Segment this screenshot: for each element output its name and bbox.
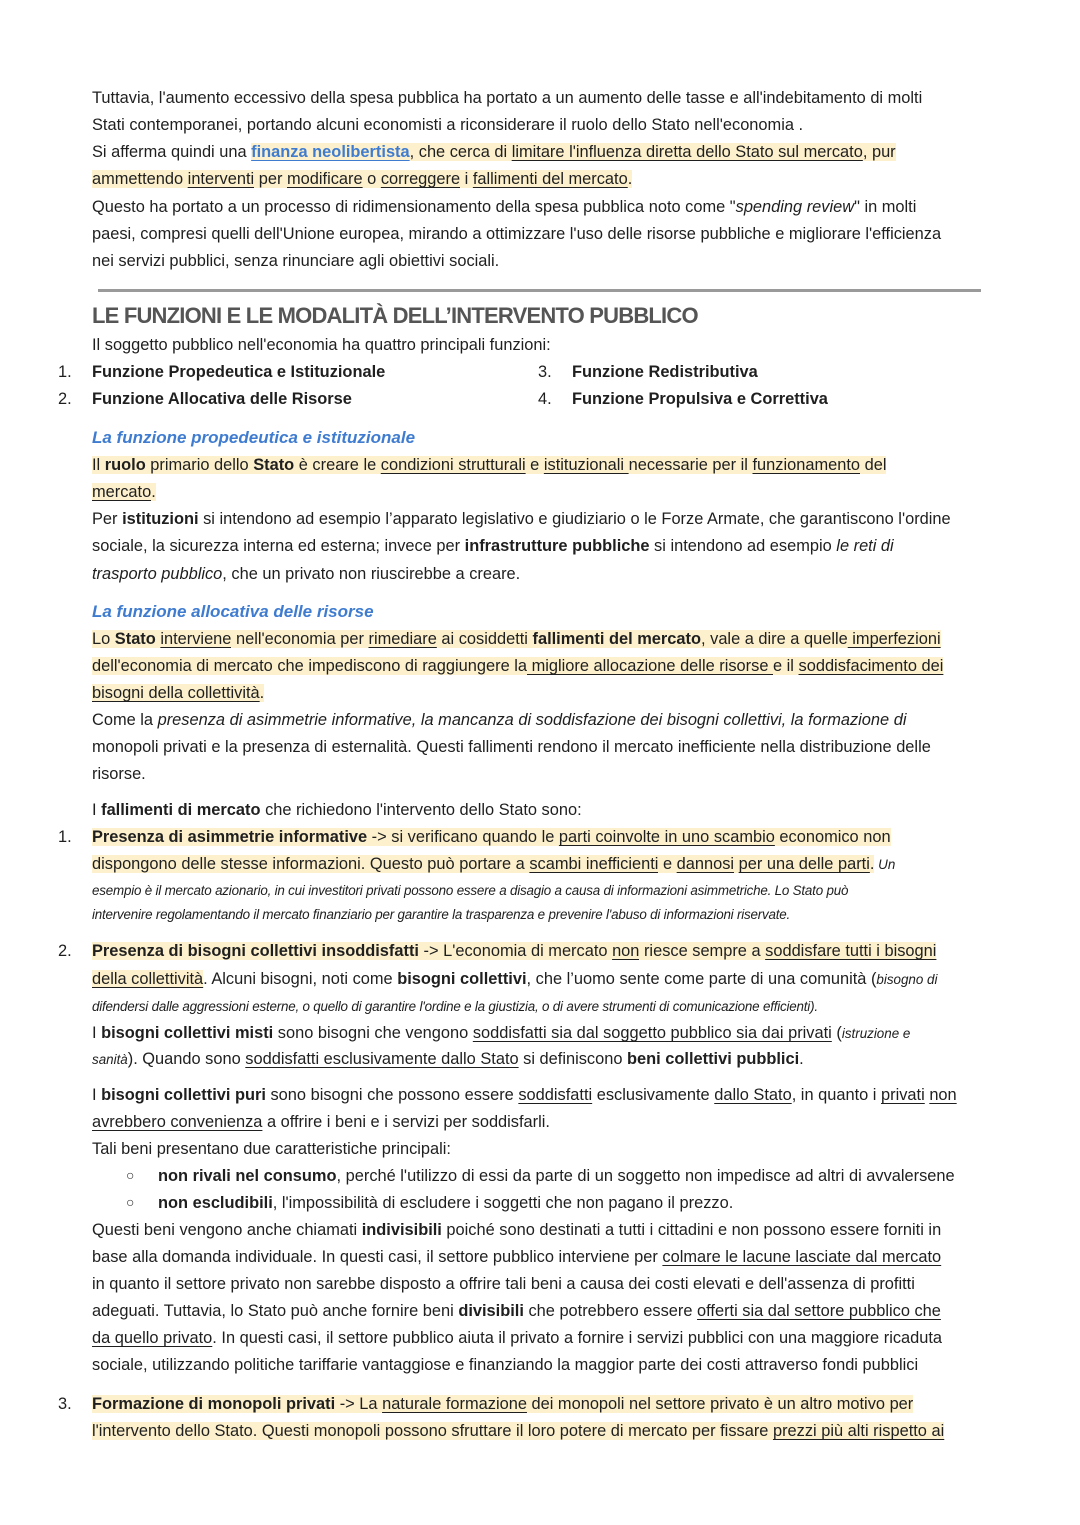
text-segment: non [612, 942, 640, 960]
text-line [92, 762, 146, 786]
text-segment: modificare [287, 170, 363, 188]
text-segment: non [929, 1086, 957, 1104]
text-segment: Per [92, 510, 123, 528]
text-segment: Si afferma quindi una [92, 143, 252, 161]
text-segment: nell'economia per [231, 630, 369, 648]
text-segment: Formazione di monopoli privati [92, 1395, 336, 1413]
text-segment: l'intervento dello Stato. Questi monopoli possono sfruttare il loro potere di mercato per fissare [92, 1422, 773, 1440]
text-line [92, 507, 951, 531]
text-line [572, 360, 758, 384]
text-segment: privati [881, 1086, 925, 1104]
text-segment: e il [773, 657, 799, 675]
text-segment: naturale formazione [382, 1395, 527, 1413]
text-segment: " in molti [854, 198, 917, 216]
text-segment: adeguati. Tuttavia, lo Stato può anche fornire beni [92, 1302, 459, 1320]
text-segment: Stati contemporanei, portando alcuni economisti a riconsiderare il ruolo dello Stato nell'economia . [92, 116, 804, 134]
text-line [92, 1299, 941, 1323]
text-segment [734, 855, 739, 873]
text-line [92, 1047, 804, 1072]
text-segment: , pur [862, 143, 896, 161]
text-segment: I [92, 801, 102, 819]
text-line [92, 453, 886, 477]
text-segment: Un [874, 857, 896, 872]
text-segment: , vale a dire a quelle [701, 630, 848, 648]
text-segment: parti coinvolte in uno scambio [558, 828, 775, 846]
text-segment: avrebbero convenienza [92, 1113, 263, 1131]
text-line [92, 222, 941, 246]
text-line [92, 387, 352, 411]
text-segment: limitare l'influenza diretta dello Stato sul mercato [511, 143, 863, 161]
list-number: 3. [58, 1395, 72, 1413]
text-segment: ( [831, 1024, 842, 1042]
text-segment: ai cosiddetti [436, 630, 533, 648]
text-segment: . [151, 483, 156, 501]
text-segment: dell'economia di mercato che impediscono di raggiungere la [92, 657, 528, 675]
text-segment: . [869, 855, 875, 873]
list-number: 1. [58, 828, 72, 846]
text-line [92, 1419, 944, 1443]
text-segment: interventi [187, 170, 255, 188]
text-line [158, 1164, 955, 1188]
text-segment: per [254, 170, 287, 188]
text-line [92, 939, 936, 963]
text-line [92, 86, 922, 110]
text-segment: Tali beni presentano due caratteristiche principali: [92, 1140, 451, 1158]
subheading-allocativa: La funzione allocativa delle risorse [92, 602, 374, 621]
text-line [92, 903, 790, 927]
text-line [92, 627, 941, 651]
text-segment: nei servizi pubblici, senza rinunciare agli obiettivi sociali. [92, 252, 500, 270]
text-line [92, 534, 894, 558]
text-segment: risorse. [92, 765, 146, 783]
text-segment: per una delle parti [738, 855, 870, 873]
text-line [92, 1083, 957, 1107]
text-segment: Questi beni vengono anche chiamati [92, 1221, 362, 1239]
text-segment: Come la [92, 711, 158, 729]
text-segment: soddisfatti [518, 1086, 593, 1104]
text-line [92, 1392, 913, 1416]
text-line [92, 681, 264, 705]
text-segment: dannosi [676, 855, 735, 873]
text-segment: Il soggetto pubblico nell'economia ha quattro principali funzioni: [92, 336, 551, 354]
text-segment: esclusivamente [592, 1086, 715, 1104]
text-segment: dallo Stato [714, 1086, 792, 1104]
text-segment: paesi, compresi quelli dell'Unione europea, mirando a ottimizzare l'uso delle risorse pubbliche e migliorare l'efficienza [92, 225, 942, 243]
subheading-propedeutica: La funzione propedeutica e istituzionale [92, 428, 416, 447]
text-line [92, 1137, 451, 1161]
text-line [92, 333, 551, 357]
text-segment: poiché sono destinati a tutti i cittadini e non possono essere forniti in [441, 1221, 942, 1239]
text-segment: bisogni della collettività [92, 684, 260, 702]
text-line [92, 249, 499, 273]
text-segment: dei monopoli nel settore privato è un altro motivo per [526, 1395, 914, 1413]
text-segment: rimediare [368, 630, 437, 648]
text-segment: prezzi più alti rispetto ai [772, 1422, 945, 1440]
text-segment: sociale, la sicurezza interna ed esterna; invece per [92, 537, 465, 555]
text-line [92, 995, 818, 1019]
text-segment: , perché l'utilizzo di essi da parte di un soggetto non impedisce ad altri di avvalersene [336, 1167, 955, 1185]
text-segment: non rivali nel consumo [158, 1167, 337, 1185]
bullet-icon: ○ [126, 1194, 135, 1210]
text-line [92, 654, 943, 678]
text-segment: Il [92, 456, 105, 474]
text-segment: offerti sia dal settore pubblico che [697, 1302, 941, 1320]
bullet-icon: ○ [126, 1167, 135, 1183]
text-segment: . Alcuni bisogni, noti come [203, 970, 398, 988]
text-line [92, 1353, 918, 1377]
text-segment: si intendono ad esempio [649, 537, 837, 555]
text-segment: è creare le [294, 456, 381, 474]
text-segment: , l'impossibilità di escludere i soggetti che non pagano il prezzo. [272, 1194, 734, 1212]
text-segment: sanità [92, 1052, 128, 1067]
text-segment: -> L'economia di mercato [418, 942, 613, 960]
text-segment: ). [810, 999, 818, 1014]
text-segment: trasporto pubblico [92, 565, 223, 583]
text-segment: sono bisogni che vengono [273, 1024, 473, 1042]
text-line [92, 825, 891, 849]
text-segment: istituzioni [122, 510, 199, 528]
text-segment: indivisibili [361, 1221, 442, 1239]
text-line [92, 798, 582, 822]
text-segment: necessarie per il [628, 456, 753, 474]
text-segment: intervenire regolamentando il mercato finanziario per garantire la trasparenza e prevenire l'abuso di informazioni riservate. [92, 907, 791, 922]
text-segment: scambi inefficienti [529, 855, 659, 873]
text-line [92, 967, 937, 992]
text-segment: Funzione Allocativa delle Risorse [92, 390, 352, 408]
text-segment: primario dello [145, 456, 254, 474]
text-segment: del [860, 456, 887, 474]
horizontal-divider [98, 289, 981, 292]
text-line [92, 1110, 550, 1134]
text-segment: dispongono delle stesse informazioni. Questo può portare a [92, 855, 530, 873]
text-segment: . [627, 170, 633, 188]
list-number: 4. [538, 390, 552, 408]
list-number: 3. [538, 363, 552, 381]
text-line [92, 1326, 942, 1350]
text-segment: I [92, 1024, 102, 1042]
text-segment: esempio è il mercato azionario, in cui investitori privati possono essere a disagio a causa di informazioni asimmetriche. Lo Stato può [92, 883, 849, 898]
text-segment: si definiscono [518, 1050, 628, 1068]
text-segment: , in quanto i [791, 1086, 882, 1104]
text-segment: monopoli privati e la presenza di esternalità [92, 738, 408, 756]
text-line [92, 1245, 941, 1269]
text-line [92, 167, 632, 191]
text-segment: bisogni collettivi misti [101, 1024, 274, 1042]
text-segment: Funzione Propulsiva e Correttiva [572, 390, 828, 408]
text-segment: beni collettivi pubblici [627, 1050, 800, 1068]
text-segment: apparato legislativo e giudiziario o le Forze Armate [392, 510, 760, 528]
text-line [158, 1191, 733, 1215]
text-segment: e [525, 456, 544, 474]
text-segment: Presenza di bisogni collettivi insoddisfatti [92, 942, 419, 960]
text-segment: divisibili [458, 1302, 524, 1320]
text-line [92, 140, 896, 164]
text-segment: -> si verificano quando le [367, 828, 559, 846]
text-line [92, 1272, 915, 1296]
text-segment: istruzione e [841, 1026, 911, 1041]
text-segment: I [92, 1086, 102, 1104]
section-heading: LE FUNZIONI E LE MODALITÀ DELL’INTERVENTO PUBBLICO [92, 303, 698, 328]
text-line [92, 1021, 910, 1046]
text-segment: Questo ha portato a un processo di ridimensionamento della spesa pubblica noto come " [92, 198, 736, 216]
text-segment: colmare le lacune lasciate dal mercato [662, 1248, 942, 1266]
text-segment: ruolo [104, 456, 146, 474]
text-line [92, 852, 895, 877]
text-segment: Tuttavia, l'aumento eccessivo della spesa pubblica ha portato a un aumento delle tasse e all'indebitamento di molti [92, 89, 923, 107]
text-segment: difendersi dalle aggressioni esterne, o quello di garantire l'ordine e la giustizia, o di avere strumenti di comunicazione efficienti [92, 999, 811, 1014]
text-segment: o [362, 170, 381, 188]
text-segment: Lo [92, 630, 115, 648]
text-segment: Funzione Redistributiva [572, 363, 758, 381]
text-segment: mercato [92, 483, 152, 501]
list-number: 2. [58, 390, 72, 408]
text-segment: correggere [380, 170, 461, 188]
text-segment: bisogni collettivi puri [101, 1086, 266, 1104]
text-segment: le reti di [836, 537, 894, 555]
text-segment: . [799, 1050, 804, 1068]
text-segment: bisogni collettivi [397, 970, 527, 988]
text-segment: da quello privato [92, 1329, 213, 1347]
text-segment: . [259, 684, 265, 702]
text-segment: soddisfatti sia dal soggetto pubblico sia dai privati [472, 1024, 832, 1042]
text-segment: i [460, 170, 473, 188]
text-segment: migliore allocazione delle risorse [527, 657, 773, 675]
text-segment: Stato [253, 456, 295, 474]
text-segment: e [658, 855, 677, 873]
text-line [92, 360, 385, 384]
text-segment: . In questi casi, il settore pubblico aiuta il privato a fornire i servizi pubblici con una maggiore ricaduta [212, 1329, 943, 1347]
text-segment: istituzionali [543, 456, 629, 474]
text-segment: , che garantiscono l'ordine [759, 510, 951, 528]
text-segment: funzionamento [752, 456, 861, 474]
text-segment: che potrebbero essere [523, 1302, 698, 1320]
text-segment: Funzione Propedeutica e Istituzionale [92, 363, 386, 381]
text-segment: . Questi fallimenti rendono il mercato inefficiente nella distribuzione delle [407, 738, 931, 756]
text-segment: spending review [735, 198, 855, 216]
text-segment: sociale, utilizzando politiche tariffarie vantaggiose e finanziando la maggior parte dei costi attraverso fondi pubblici [92, 1356, 919, 1374]
text-segment: fallimenti del mercato [472, 170, 628, 188]
text-line [92, 708, 906, 732]
text-segment: sono bisogni che possono essere [265, 1086, 519, 1104]
text-segment: fallimenti del mercato [532, 630, 702, 648]
text-segment: che richiedono l'intervento dello Stato sono: [260, 801, 582, 819]
text-segment: presenza di asimmetrie informative, la mancanza di soddisfazione dei bisogni collettivi, la formazione di [157, 711, 907, 729]
text-segment: , che cerca di [409, 143, 512, 161]
text-line [92, 879, 848, 903]
text-segment: ). Quando sono [127, 1050, 246, 1068]
text-segment: economico non [774, 828, 891, 846]
text-line [92, 735, 931, 759]
text-segment: Stato [114, 630, 156, 648]
text-segment: , che un privato non riuscirebbe a creare. [222, 565, 521, 583]
text-line [92, 480, 156, 504]
text-line [572, 387, 828, 411]
text-segment: soddisfacimento dei [798, 657, 944, 675]
text-segment: interviene [160, 630, 232, 648]
text-segment: si intendono ad esempio l’ [198, 510, 393, 528]
text-segment: riesce sempre a [639, 942, 766, 960]
text-segment: condizioni strutturali [380, 456, 526, 474]
text-segment: della collettività [92, 970, 204, 988]
text-segment: soddisfare tutti i bisogni [765, 942, 937, 960]
text-segment: imperfezioni [847, 630, 941, 648]
text-segment: bisogno di [876, 972, 938, 987]
text-segment: -> La [335, 1395, 383, 1413]
text-segment: base alla domanda individuale. In questi casi, il settore pubblico interviene per [92, 1248, 663, 1266]
link-finanza-neolibertista[interactable]: finanza neolibertista [251, 143, 410, 161]
text-line [92, 195, 916, 219]
text-segment: fallimenti di mercato [101, 801, 261, 819]
text-line [92, 1218, 941, 1242]
text-segment: infrastrutture pubbliche [464, 537, 650, 555]
list-number: 1. [58, 363, 72, 381]
text-line [92, 113, 803, 137]
text-segment: non escludibili [158, 1194, 273, 1212]
text-segment: a offrire i beni e i servizi per soddisfarli. [262, 1113, 550, 1131]
text-segment: , che l’uomo sente come parte di una comunità ( [526, 970, 877, 988]
text-line [92, 562, 520, 586]
text-segment: in quanto il settore privato non sarebbe disposto a offrire tali beni a causa dei costi elevati e dell'assenza di profitti [92, 1275, 915, 1293]
text-segment: soddisfatti esclusivamente dallo Stato [245, 1050, 519, 1068]
text-segment: Presenza di asimmetrie informative [92, 828, 368, 846]
text-segment: ammettendo [92, 170, 188, 188]
list-number: 2. [58, 942, 72, 960]
